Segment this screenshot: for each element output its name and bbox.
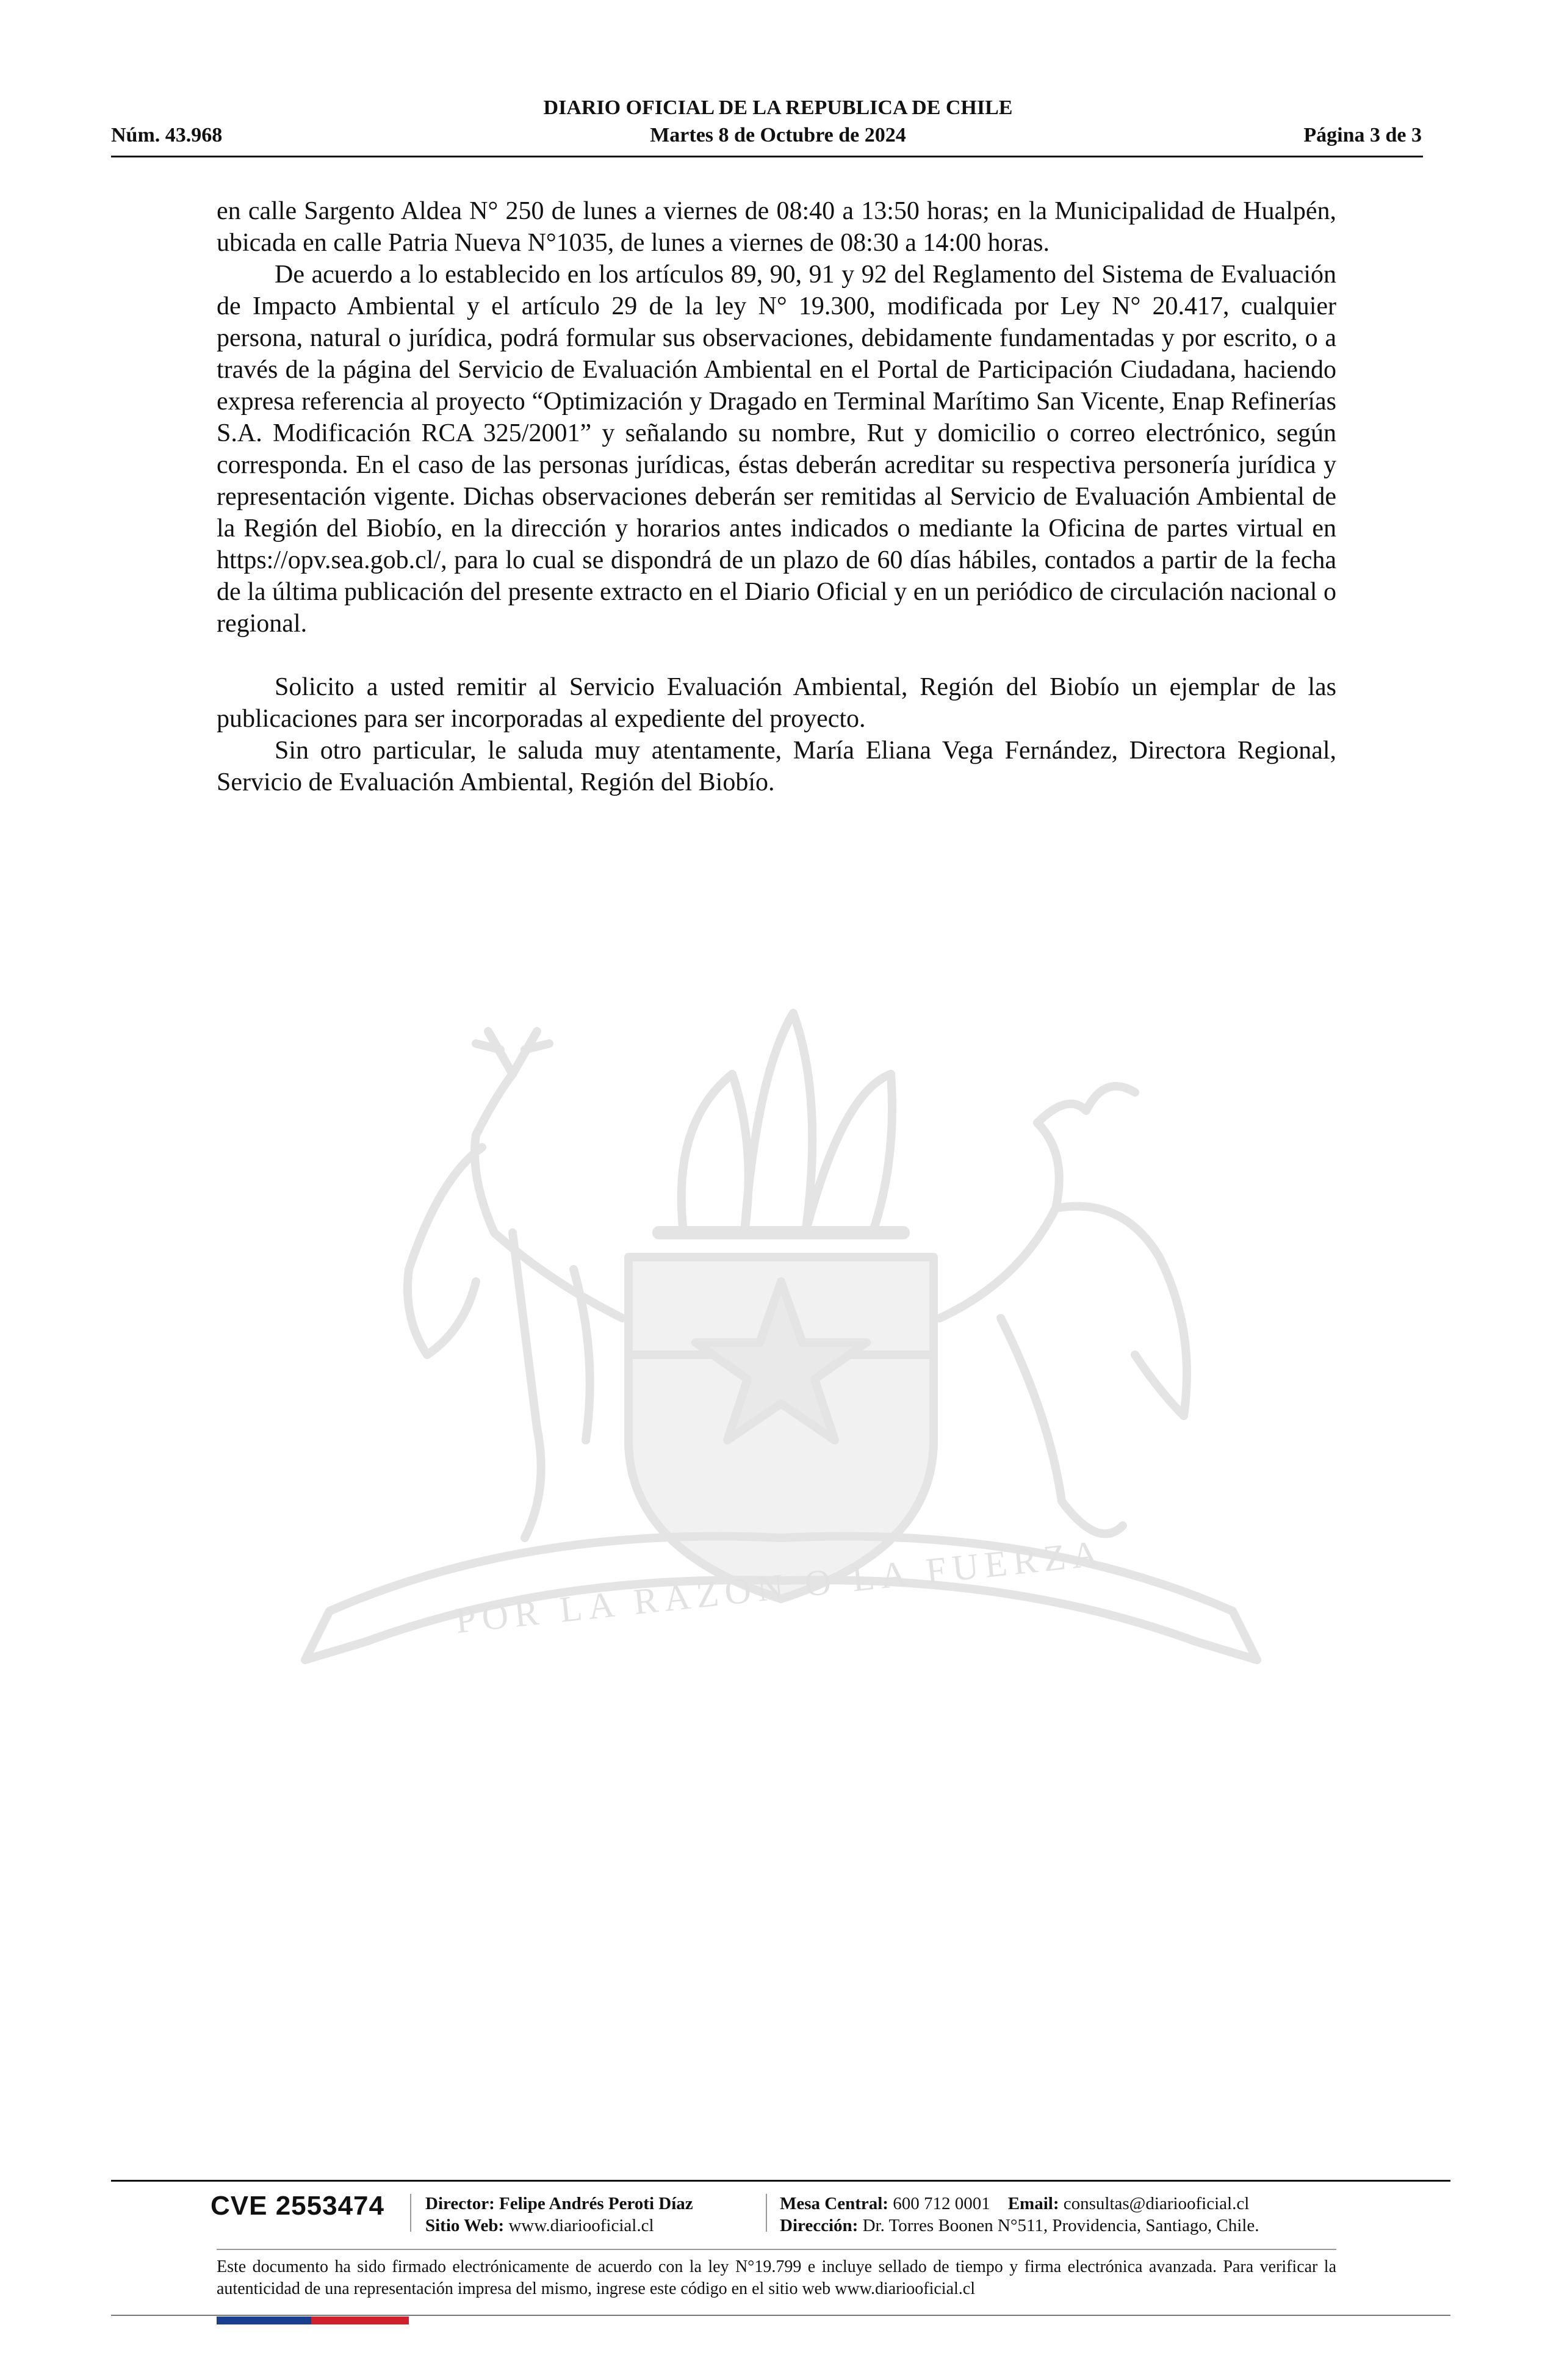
paragraph-1: en calle Sargento Aldea N° 250 de lunes a viernes de 08:40 a 13:50 horas; en la Municipalidad de Hualpén, ubicada en calle Patria Nueva N°1035, de lunes a viernes de 08:30 a 14:00 horas. <box>217 197 1336 257</box>
phone-label: Mesa Central: <box>780 2194 888 2213</box>
page-indicator: Página 3 de 3 <box>1303 124 1422 146</box>
website-label: Sitio Web: <box>425 2216 505 2235</box>
signature-notice: Este documento ha sido firmado electrónicamente de acuerdo con la ley N°19.799 e incluye sellado de tiempo y firma electrónica avanzada. Para verificar la autenticidad de una representación impresa del mismo, ingrese este código en el sitio web www.diariooficial.cl <box>217 2257 1336 2298</box>
address-label: Dirección: <box>780 2216 859 2235</box>
footer-contact-left <box>425 2193 693 2237</box>
flag-stripe-blue <box>217 2317 311 2324</box>
issue-number: Núm. 43.968 <box>111 124 223 146</box>
issue-date: Martes 8 de Octubre de 2024 <box>650 124 906 146</box>
cve-code: CVE 2553474 <box>211 2191 384 2221</box>
watermark-motto: POR LA RAZON O LA FUERZA <box>453 1532 1106 1641</box>
footer-contact-right <box>780 2193 1259 2237</box>
website-link[interactable]: www.diariooficial.cl <box>508 2216 654 2235</box>
footer-top-divider <box>111 2180 1450 2182</box>
coat-of-arms-watermark <box>207 891 1355 1697</box>
paragraph-4: Sin otro particular, le saluda muy atentamente, María Eliana Vega Fernández, Directora Regional, Servicio de Evaluación Ambiental, Región del Biobío. <box>217 737 1336 796</box>
document-body <box>217 195 1336 798</box>
flag-stripe-red <box>311 2317 409 2324</box>
footer-mid-divider <box>217 2249 1336 2250</box>
director-name: Felipe Andrés Peroti Díaz <box>499 2194 693 2213</box>
paragraph-2: De acuerdo a lo establecido en los artículos 89, 90, 91 y 92 del Reglamento del Sistema de Evaluación de Impacto Ambiental y el artículo 29 de la ley N° 19.300, modificada por Ley N° 20.417, cualquier persona, natural o jurídica, podrá formular sus observaciones, debidamente fundamentadas y por escrito, o a través de la página del Servicio de Evaluación Ambiental en el Portal de Participación Ciudadana, haciendo expresa referencia al proyecto “Optimización y Dragado en Terminal Marítimo San Vicente, Enap Refinerías S.A. Modificación RCA 325/2001” y señalando su nombre, Rut y domicilio o correo electrónico, según corresponda. En el caso de las personas jurídicas, éstas deberán acreditar su respectiva personería jurídica y representación vigente. Dichas observaciones deberán ser remitidas al Servicio de Evaluación Ambiental de la Región del Biobío, en la dirección y horarios antes indicados o mediante la Oficina de partes virtual en https://opv.sea.gob.cl/, para lo cual se dispondrá de un plazo de 60 días hábiles, contados a partir de la fecha de la última publicación del presente extracto en el Diario Oficial y en un periódico de circulación nacional o regional. <box>217 261 1336 638</box>
phone-number: 600 712 0001 <box>893 2194 990 2213</box>
paragraph-3: Solicito a usted remitir al Servicio Evaluación Ambiental, Región del Biobío un ejemplar de las publicaciones para ser incorporadas al expediente del proyecto. <box>217 673 1336 733</box>
footer-bottom-divider <box>111 2315 1450 2316</box>
email-link[interactable]: consultas@diariooficial.cl <box>1063 2194 1250 2213</box>
newspaper-title: DIARIO OFICIAL DE LA REPUBLICA DE CHILE <box>543 96 1013 119</box>
header-divider <box>111 156 1423 157</box>
footer-separator <box>410 2194 411 2232</box>
address-value: Dr. Torres Boonen N°511, Providencia, Santiago, Chile. <box>862 2216 1259 2235</box>
footer-separator <box>766 2194 767 2232</box>
email-label: Email: <box>1007 2194 1059 2213</box>
director-label: Director: <box>425 2194 495 2213</box>
